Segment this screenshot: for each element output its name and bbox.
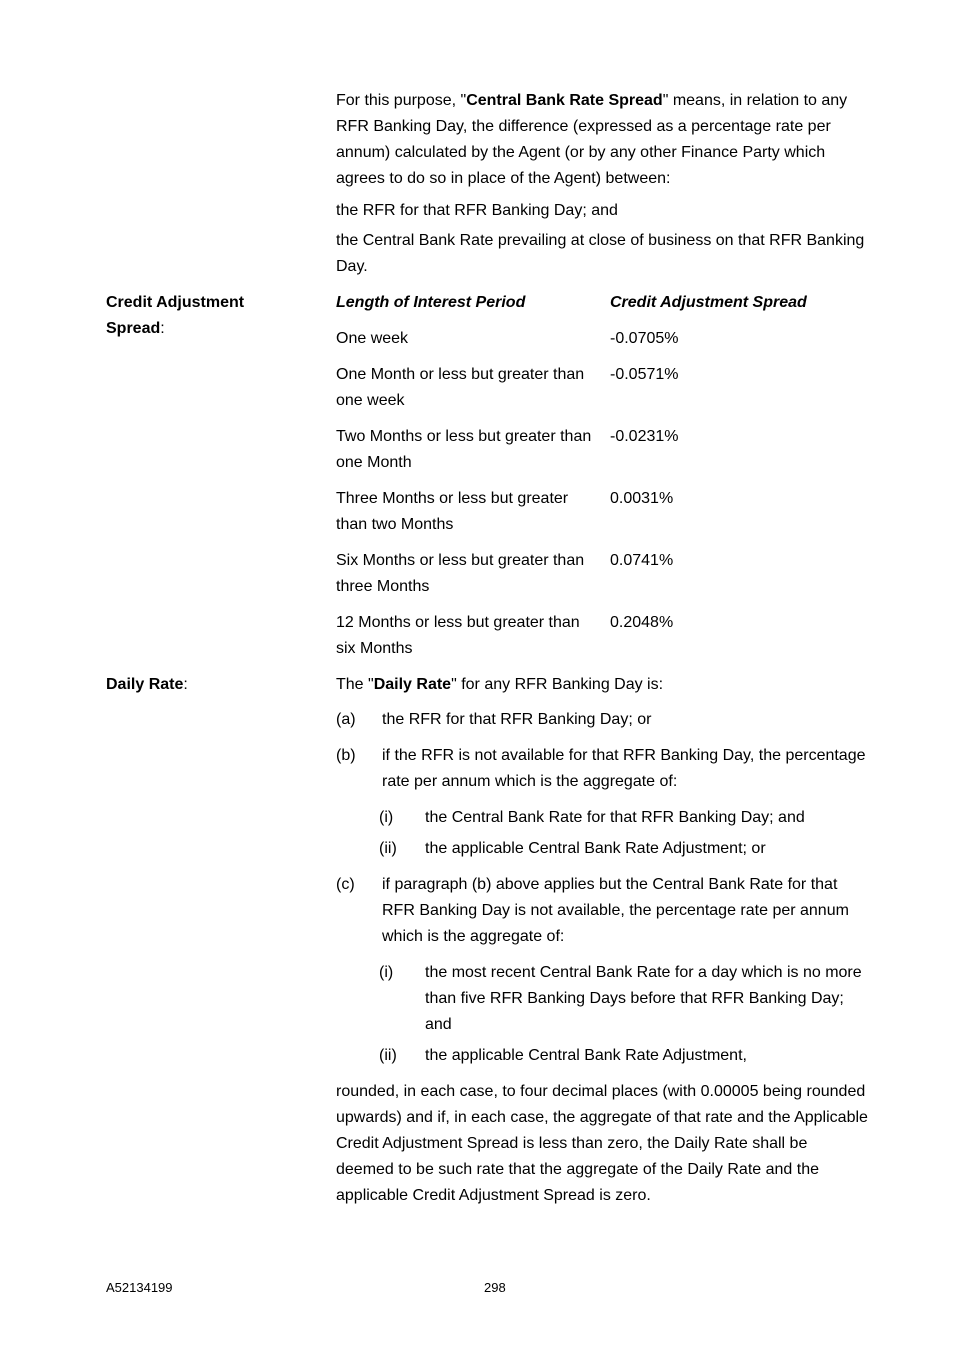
table-row-spread: 0.2048% — [610, 614, 674, 631]
table-row-spread: 0.0031% — [610, 490, 674, 507]
sublist-item-label: (i) — [379, 809, 394, 826]
table-row-spread: -0.0571% — [610, 366, 679, 383]
daily-rate-closing: rounded, in each case, to four decimal places (with 0.00005 being rounded upwards) and if, in each case, the aggregate of that rate and the Applicable Credit Adjustment Spread is less than zero, the Daily Rate shall be deemed to be such rate that the aggregate of the Daily Rate and the applicable Credit Adjustment Spread is zero. — [336, 1083, 868, 1204]
daily-rate-intro — [336, 672, 876, 698]
cas-colon: : — [160, 320, 165, 337]
cbrs-suffix: " means, in relation to any RFR Banking Day, the difference (expressed as a percentage rate per annum) calculated by the Agent (or by any other Finance Party which agrees to do so in place of the Agent) between: — [336, 92, 848, 187]
list-item-text: if the RFR is not available for that RFR Banking Day, the percentage rate per annum which is the aggregate of: — [382, 747, 866, 790]
daily-rate-intro-suffix: " for any RFR Banking Day is: — [451, 676, 664, 693]
list-item-text: the RFR for that RFR Banking Day; or — [382, 711, 652, 728]
daily-rate-term: Daily Rate — [106, 676, 184, 693]
table-row-length: One week — [336, 330, 409, 347]
table-row-spread: -0.0231% — [610, 428, 679, 445]
cas-header-length: Length of Interest Period — [336, 294, 526, 311]
cbrs-definition — [336, 88, 876, 192]
list-item-text: if paragraph (b) above applies but the Central Bank Rate for that RFR Banking Day is not available, the percentage rate per annum which is the aggregate of: — [382, 876, 849, 945]
daily-rate-intro-term: Daily Rate — [373, 676, 452, 693]
list-item-label: (a) — [336, 711, 356, 728]
table-row-length: Two Months or less but greater than one Month — [336, 428, 592, 471]
cbrs-item-1: the RFR for that RFR Banking Day; and — [336, 202, 618, 219]
sublist-item-text: the most recent Central Bank Rate for a day which is no more than five RFR Banking Days before that RFR Banking Day; and — [425, 964, 862, 1033]
document-reference: A52134199 — [106, 1280, 173, 1295]
cas-header-spread: Credit Adjustment Spread — [610, 294, 807, 311]
daily-rate-term-label — [106, 672, 306, 698]
sublist-item-label: (ii) — [379, 840, 397, 857]
cbrs-item-2: the Central Bank Rate prevailing at close of business on that RFR Banking Day. — [336, 232, 865, 275]
sublist-item-label: (ii) — [379, 1047, 397, 1064]
sublist-item-text: the applicable Central Bank Rate Adjustment; or — [425, 840, 766, 857]
sublist-item-text: the Central Bank Rate for that RFR Banking Day; and — [425, 809, 805, 826]
daily-rate-intro-prefix: The " — [336, 676, 374, 693]
table-row-length: Six Months or less but greater than three Months — [336, 552, 585, 595]
table-row-length: One Month or less but greater than one week — [336, 366, 585, 409]
list-item-label: (b) — [336, 747, 356, 764]
sublist-item-text: the applicable Central Bank Rate Adjustment, — [425, 1047, 747, 1064]
list-item-label: (c) — [336, 876, 355, 893]
table-row-spread: -0.0705% — [610, 330, 679, 347]
table-row-length: 12 Months or less but greater than six Months — [336, 614, 580, 657]
cbrs-term: Central Bank Rate Spread — [466, 92, 663, 109]
daily-rate-colon: : — [183, 676, 188, 693]
page-number: 298 — [484, 1280, 506, 1295]
cas-term: Credit Adjustment Spread — [106, 294, 245, 337]
sublist-item-label: (i) — [379, 964, 394, 981]
cbrs-prefix: For this purpose, " — [336, 92, 467, 109]
table-row-length: Three Months or less but greater than two Months — [336, 490, 569, 533]
cas-term-label — [106, 290, 306, 342]
table-row-spread: 0.0741% — [610, 552, 674, 569]
